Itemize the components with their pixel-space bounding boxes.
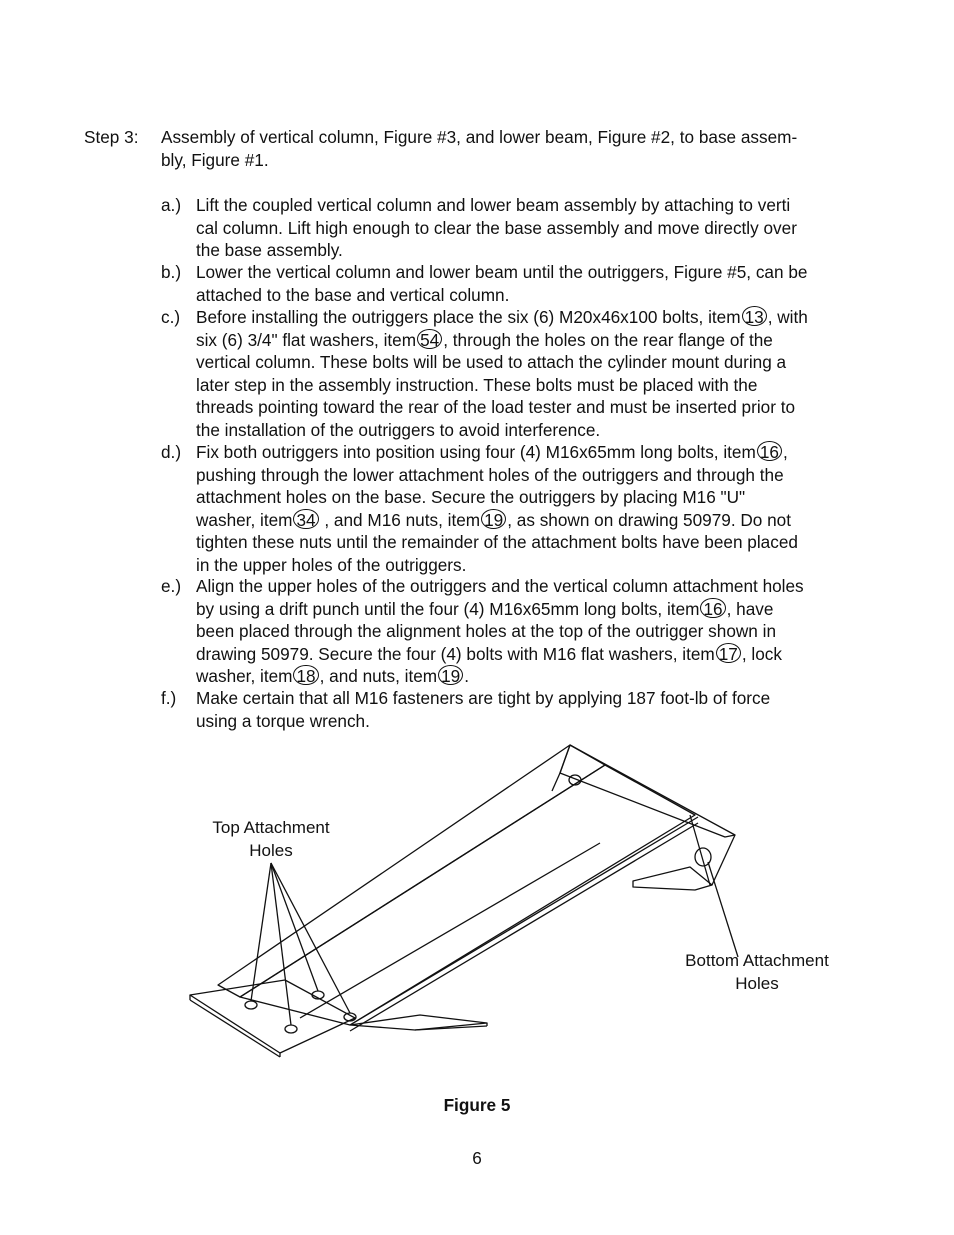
outrigger-edge xyxy=(552,773,560,791)
leader-line xyxy=(271,863,291,1025)
substep-line: Make certain that all M16 fasteners are tight by applying 187 foot-lb of force xyxy=(196,688,771,708)
attachment-hole xyxy=(245,1001,257,1009)
substep-f xyxy=(161,687,873,732)
substep-line: vertical column. These bolts will be used to attach the cylinder mount during a xyxy=(196,352,787,372)
substep-line xyxy=(196,509,873,532)
step-line: bly, Figure #1. xyxy=(161,149,269,170)
label-line: Holes xyxy=(735,973,779,993)
substep-label: e.) xyxy=(161,576,182,596)
substep-label: b.) xyxy=(161,262,182,282)
substep-line: threads pointing toward the rear of the load tester and must be inserted prior to xyxy=(196,397,796,417)
step-3 xyxy=(84,126,874,171)
base-plate xyxy=(190,980,355,1053)
item-callout: 34 xyxy=(293,509,318,529)
line-text: , with xyxy=(767,307,808,327)
substep-line xyxy=(196,598,873,621)
attachment-hole xyxy=(285,1025,297,1033)
substep-line: later step in the assembly instruction. These bolts must be placed with the xyxy=(196,374,758,395)
substep-line: using a torque wrench. xyxy=(196,710,370,731)
base-plate-edge xyxy=(190,1000,280,1057)
leader-line xyxy=(708,862,738,957)
substep-line: in the upper holes of the outriggers. xyxy=(196,554,467,575)
line-text: , and nuts, item xyxy=(319,666,438,686)
outrigger-web xyxy=(240,765,695,1025)
line-text: , xyxy=(782,442,788,462)
substep-label: c.) xyxy=(161,307,181,327)
substep-line: pushing through the lower attachment holes of the outriggers and through the xyxy=(196,464,784,485)
line-text: washer, item xyxy=(196,509,293,530)
substep-line: attached to the base and vertical column. xyxy=(196,284,510,305)
line-text: . xyxy=(464,666,470,686)
substep-line xyxy=(196,329,873,352)
line-text: drawing 50979. Secure the four (4) bolts with M16 flat washers, item xyxy=(196,643,715,664)
item-callout: 54 xyxy=(417,329,442,349)
substep-label: a.) xyxy=(161,195,182,215)
substep-line: Lift the coupled vertical column and lower beam assembly by attaching to verti xyxy=(196,195,791,215)
line-text: , have xyxy=(726,598,774,619)
substep-line xyxy=(196,306,873,329)
item-callout: 18 xyxy=(293,665,318,685)
substep-line: cal column. Lift high enough to clear the base assembly and move directly over xyxy=(196,217,797,238)
item-callout: 17 xyxy=(716,643,741,663)
outrigger-edge xyxy=(350,823,698,1031)
line-text: , as shown on drawing 50979. Do not xyxy=(507,509,792,530)
substep-line xyxy=(196,441,873,464)
top-holes-label xyxy=(196,817,346,862)
substep-line xyxy=(196,643,873,666)
substep-d xyxy=(161,441,873,576)
leader-line xyxy=(251,863,271,1001)
outrigger-edge xyxy=(560,745,570,773)
substep-line: the base assembly. xyxy=(196,240,343,260)
substep-line xyxy=(196,665,873,688)
step-label: Step 3: xyxy=(84,127,139,147)
substep-line: the installation of the outriggers to avoid interference. xyxy=(196,419,601,440)
substep-line: attachment holes on the base. Secure the outriggers by placing M16 "U" xyxy=(196,487,746,507)
item-callout: 16 xyxy=(757,441,782,461)
step-line: Assembly of vertical column, Figure #3, and lower beam, Figure #2, to base assem- xyxy=(161,127,798,147)
line-text: Before installing the outriggers place the six (6) M20x46x100 bolts, item xyxy=(196,307,741,327)
bottom-holes-label xyxy=(672,950,842,995)
label-line: Holes xyxy=(249,840,293,860)
outrigger-edge xyxy=(712,835,735,885)
line-text: , through the holes on the rear flange of the xyxy=(443,329,773,350)
item-callout: 16 xyxy=(700,598,725,618)
label-line: Bottom Attachment xyxy=(685,951,829,970)
substep-line: Lower the vertical column and lower beam until the outriggers, Figure #5, can be xyxy=(196,262,808,282)
line-text: six (6) 3/4" flat washers, item xyxy=(196,329,417,350)
substep-label: f.) xyxy=(161,688,177,708)
line-text: Fix both outriggers into position using four (4) M16x65mm long bolts, item xyxy=(196,442,756,462)
page-number: 6 xyxy=(472,1148,482,1168)
label-line: Top Attachment xyxy=(212,818,330,837)
line-text: , lock xyxy=(741,643,782,664)
line-text: washer, item xyxy=(196,666,293,686)
outrigger-flange xyxy=(218,745,605,997)
substep-line: been placed through the alignment holes at the top of the outrigger shown in xyxy=(196,621,777,641)
item-callout: 19 xyxy=(438,665,463,685)
substep-a xyxy=(161,194,873,262)
line-text: , and M16 nuts, item xyxy=(319,509,481,530)
leader-line xyxy=(271,863,350,1013)
end-plate xyxy=(560,745,735,837)
substep-line: Align the upper holes of the outriggers and the vertical column attachment holes xyxy=(196,576,804,596)
substep-line: tighten these nuts until the remainder of the attachment bolts have been placed xyxy=(196,532,798,552)
substep-e xyxy=(161,575,873,688)
substep-b xyxy=(161,261,873,306)
step-heading xyxy=(161,126,874,171)
substep-label: d.) xyxy=(161,442,182,462)
outrigger-figure xyxy=(150,735,870,1075)
gusset-plate xyxy=(633,867,712,890)
item-callout: 13 xyxy=(742,306,767,326)
leader-line xyxy=(271,863,318,991)
item-callout: 19 xyxy=(481,509,506,529)
figure-caption: Figure 5 xyxy=(443,1095,511,1115)
outrigger-drawing xyxy=(150,735,870,1075)
substep-c xyxy=(161,306,873,441)
line-text: by using a drift punch until the four (4) M16x65mm long bolts, item xyxy=(196,598,700,619)
outrigger-edge xyxy=(350,817,698,1025)
